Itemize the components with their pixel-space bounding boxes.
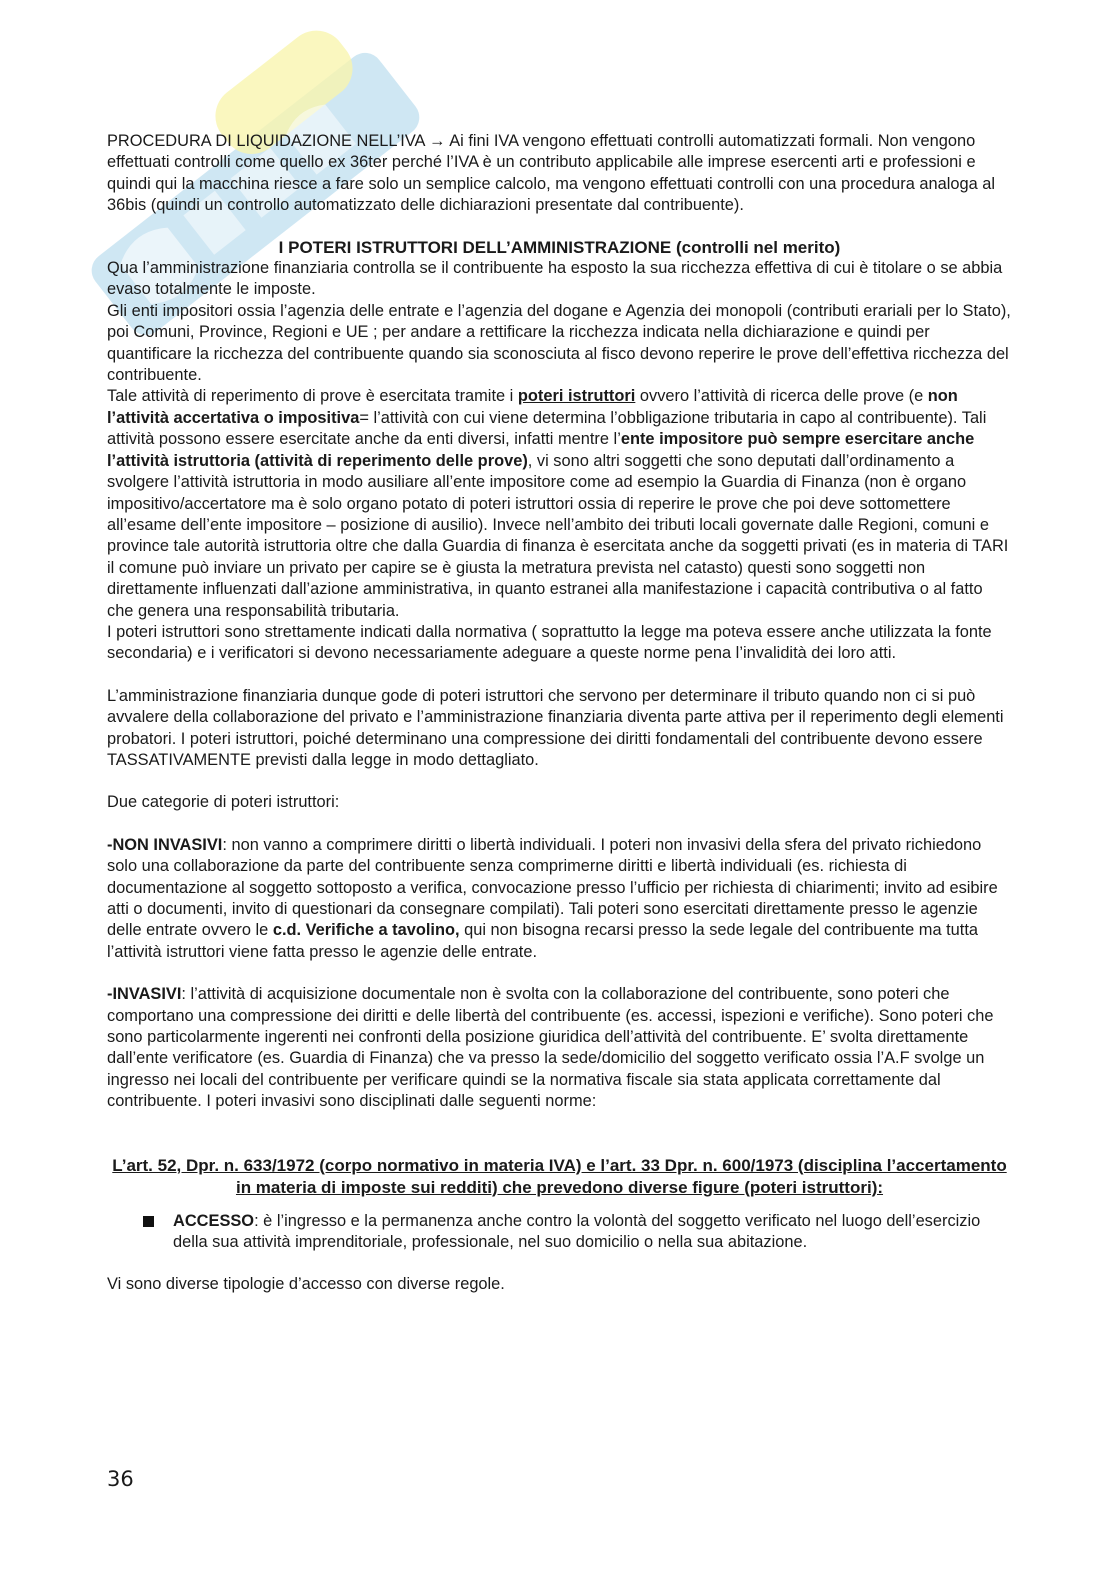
paragraph-enti: Gli enti impositori ossia l’agenzia delle entrate e l’agenzia del dogane e Agenzia dei monopoli (contributi erariali per lo Stato), poi Comuni, Province, Regioni e UE ; per andare a rettificare la ricchezza indicata nella dichiarazione e quindi per quantificare la ricchezza del contribuente quando sia sconosciuta al fisco devono reperire le prove dell’effettiva ricchezza del contribuente. bbox=[107, 301, 1011, 385]
section-subheading: L’art. 52, Dpr. n. 633/1972 (corpo normativo in materia IVA) e l’art. 33 Dpr. n. 600/1973 (disciplina l’accertamento in materia di imposte sui redditi) che prevedono diverse figure (poteri istruttori): bbox=[112, 1155, 1007, 1197]
paragraph-intro: Qua l’amministrazione finanziaria controlla se il contribuente ha esposto la sua ricchezza effettiva di cui è titolare o se abbia evaso totalmente le imposte. bbox=[107, 259, 1003, 299]
paragraph-non-invasivi: -NON INVASIVI: non vanno a comprimere diritti o libertà individuali. I poteri non invasivi della sfera del privato richiedono solo una collaborazione da parte del contribuente senza comprimerne diritti e libertà individuali (es. richiesta di documentazione al soggetto sottoposto a verifica, convocazione presso l’ufficio per richiesta di chiarimenti; invito ad esibire atti o documenti, invito di questionari da consegnare compilati). Tali poteri sono esercitati direttamente presso le agenzie delle entrate ovvero le c.d. Verifiche a tavolino, qui non bisogna recarsi presso la sede legale del contribuente ma tutta l’attività istruttori viene fatta presso le agenzie delle entrate. bbox=[107, 835, 998, 961]
arrow-icon: → bbox=[429, 132, 446, 150]
bullet-square-icon bbox=[143, 1216, 154, 1227]
paragraph-amministrazione: L’amministrazione finanziaria dunque gode di poteri istruttori che servono per determinare il tributo quando non ci si può avvalere della collaborazione del privato e l’amministrazione finanziaria diventa parte attiva per il reperimento degli elementi probatori. I poteri istruttori, poiché determinano una compressione dei diritti fondamentali del contribuente devono essere TASSATIVAMENTE previsti dalla legge in modo dettagliato. bbox=[107, 686, 1004, 769]
page-number: 36 bbox=[107, 1467, 134, 1491]
section-heading: I POTERI ISTRUTTORI DELL’AMMINISTRAZIONE (controlli nel merito) bbox=[278, 237, 841, 257]
list-item-accesso: ACCESSO: è l’ingresso e la permanenza anche contro la volontà del soggetto verificato nel luogo dell’esercizio della sua attività imprenditoriale, professionale, nel suo domicilio o nella sua abitazione. bbox=[107, 1211, 1012, 1254]
paragraph-tipologie: Vi sono diverse tipologie d’accesso con diverse regole. bbox=[107, 1275, 505, 1294]
paragraph-poteri-istruttori: Tale attività di reperimento di prove è esercitata tramite i poteri istruttori ovvero l’attività di ricerca delle prove (e non l’attività accertativa o impositiva= l’attività con cui viene determina l’obbligazione tributaria in capo al contribuente). Tali attività possono essere esercitate anche da enti diversi, infatti mentre l’ente impositore può sempre esercitare anche l’attività istruttoria (attività di reperimento delle prove), vi sono altri soggetti che sono deputati dall’ordinamento a svolgere l’attività istruttoria in modo ausiliare all’ente impositore come ad esempio la Guardia di Finanza (non è organo impositivo/accertatore ma è solo organo potato di poteri istruttori ossia di reperire le prove che poi deve sottomettere all’esame dell’ente impositore – posizione di ausilio). Invece nell’ambito dei tributi locali governate dalle Regioni, comuni e province tale autorità istruttoria oltre che dalla Guardia di finanza è esercitata anche da soggetti privati (es in materia di TARI il comune può inviare un privato per capire se è giusta la metratura prevista nel catasto) questi sono soggetti non direttamente influenzati dall’azione amministrativa, in quanto estranei alla manifestazione i capacità contributiva o al fatto che genera una responsabilità tributaria. bbox=[107, 387, 1009, 620]
paragraph-invasivi: -INVASIVI: l’attività di acquisizione documentale non è svolta con la collaborazione del contribuente, sono poteri che comportano una compressione dei diritti e delle libertà del contribuente (es. accessi, ispezioni e verifiche). Sono poteri che sono particolarmente ingerenti nei confronti della posizione giuridica dell’attività del contribuente. E’ svolta direttamente dall’ente verificatore (es. Guardia di Finanza) che va presso la sede/domicilio del soggetto verificato ossia l’A.F svolge un ingresso nei locali del contribuente per verificare quindi se la normativa fiscale sia stata applicata correttamente dal contribuente. I poteri invasivi sono disciplinati dalle seguenti norme: bbox=[107, 985, 994, 1111]
paragraph-categorie: Due categorie di poteri istruttori: bbox=[107, 793, 340, 812]
paragraph-normativa: I poteri istruttori sono strettamente indicati dalla normativa ( soprattutto la legge ma poteva essere anche utilizzata la fonte secondaria) e i verificatori si devono necessariamente adeguare a queste norme pena l’invalidità dei loro atti. bbox=[107, 622, 992, 663]
paragraph-iva-liquidation: PROCEDURA DI LIQUIDAZIONE NELL’IVA → Ai fini IVA vengono effettuati controlli automatizzati formali. Non vengono effettuati controlli come quello ex 36ter perché l’IVA è un contributo applicabile alle imprese esercenti arti e professioni e quindi qui la macchina riesce a fare solo un semplice calcolo, ma vengono effettuati controlli con una procedura analoga al 36bis (quindi un controllo automatizzato delle dichiarazioni presentate dal contribuente). bbox=[107, 132, 996, 215]
document-body bbox=[107, 131, 1012, 1296]
